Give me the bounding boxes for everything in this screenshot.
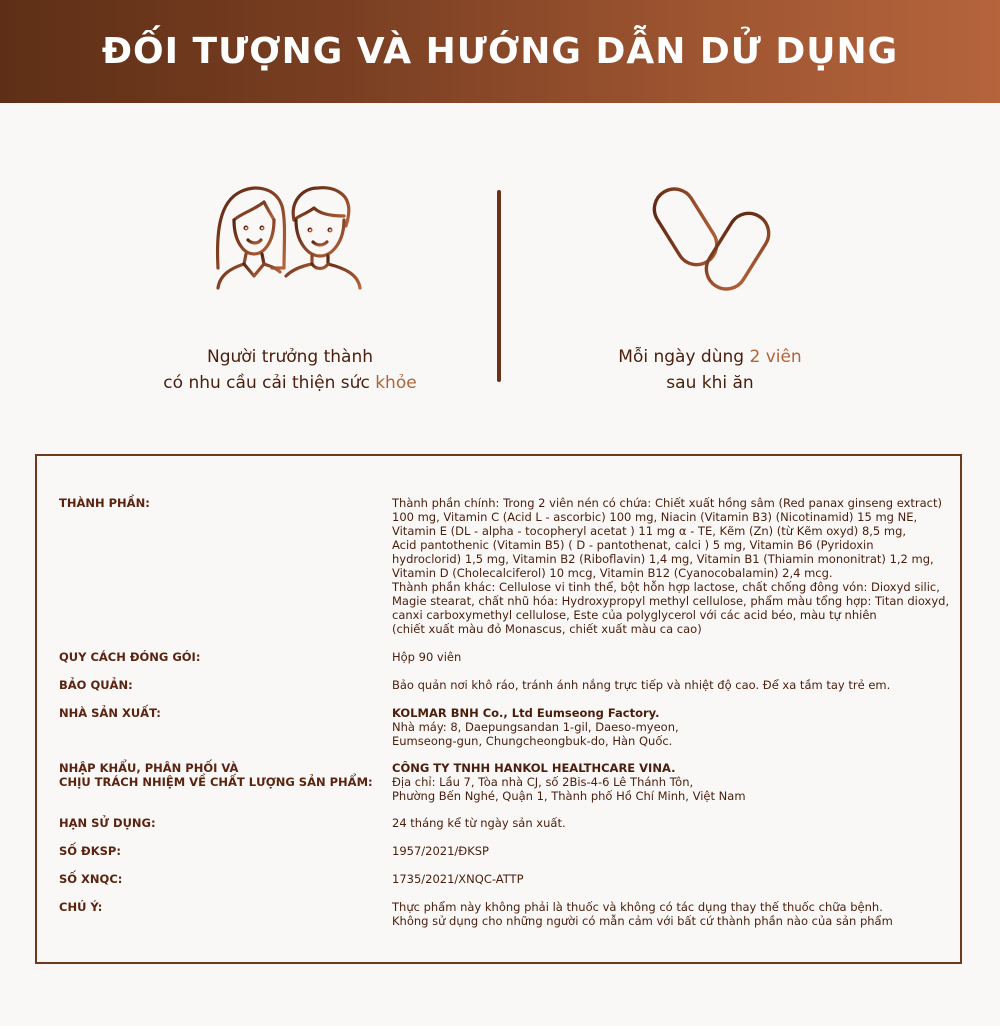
dksp-value: 1957/2021/ĐKSP <box>392 844 489 858</box>
expiry-label: HẠN SỬ DỤNG: <box>59 816 156 830</box>
manufacturer-value: KOLMAR BNH Co., Ltd Eumseong Factory. Nhà máy: 8, Daepungsandan 1-gil, Daeso-myeon, Eumseong-gun, Chungcheongbuk-do, Hàn Quốc. <box>392 706 952 748</box>
target-line-1: Người trưởng thành <box>206 347 373 367</box>
dosage-caption <box>500 344 920 396</box>
storage-label: BẢO QUẢN: <box>59 678 133 692</box>
importer-label: NHẬP KHẨU, PHÂN PHỐI VÀ CHỊU TRÁCH NHIỆM VỀ CHẤT LƯỢNG SẢN PHẨM: <box>59 761 373 789</box>
xnqc-value: 1735/2021/XNQC-ATTP <box>392 872 524 886</box>
importer-value: CÔNG TY TNHH HANKOL HEALTHCARE VINA. Địa chỉ: Lầu 7, Tòa nhà CJ, số 2Bis-4-6 Lê Thánh Tôn, Phường Bến Nghé, Quận 1, Thành phố Hồ Chí Minh, Việt Nam <box>392 761 952 803</box>
manufacturer-name: KOLMAR BNH Co., Ltd Eumseong Factory. <box>392 706 660 720</box>
couple-icon <box>210 180 370 292</box>
dosage-line-1: Mỗi ngày dùng 2 viên <box>618 347 802 367</box>
storage-value: Bảo quản nơi khô ráo, tránh ánh nắng trực tiếp và nhiệt độ cao. Để xa tầm tay trẻ em. <box>392 678 891 692</box>
dosage-section <box>500 180 920 393</box>
target-highlight: khỏe <box>375 373 417 393</box>
note-label: CHÚ Ý: <box>59 900 103 914</box>
header-banner <box>0 0 1000 103</box>
xnqc-label: SỐ XNQC: <box>59 872 123 886</box>
note-value: Thực phẩm này không phải là thuốc và không có tác dụng thay thế thuốc chữa bệnh. Không sử dụng cho những người có mẫn cảm với bất cứ thành phần nào của sản phẩm <box>392 900 893 928</box>
dosage-highlight: 2 viên <box>749 347 802 367</box>
importer-name: CÔNG TY TNHH HANKOL HEALTHCARE VINA. <box>392 761 676 775</box>
target-users-section <box>80 180 500 393</box>
dksp-label: SỐ ĐKSP: <box>59 844 121 858</box>
manufacturer-label: NHÀ SẢN XUẤT: <box>59 706 161 720</box>
page-title: ĐỐI TƯỢNG VÀ HƯỚNG DẪN DỬ DỤNG <box>101 31 899 72</box>
ingredients-label: THÀNH PHẦN: <box>59 496 150 510</box>
dosage-line-2: sau khi ăn <box>666 373 754 393</box>
ingredients-value: Thành phần chính: Trong 2 viên nén có chứa: Chiết xuất hồng sâm (Red panax ginseng extract) 100 mg, Vitamin C (Acid L - ascorbic) 100 mg, Niacin (Vitamin B3) (Nicotinamid) 15 mg NE, Vitamin E (DL - alpha - tocopheryl acetat ) 11 mg α - TE, Kẽm (Zn) (từ Kẽm oxyd) 8,5 mg, Acid pantothenic (Vitamin B5) ( D - pantothenat, calci ) 5 mg, Vitamin B6 (Pyridoxin hydroclorid) 1,5 mg, Vitamin B2 (Riboflavin) 1,4 mg, Vitamin B1 (Thiamin mononitrat) 1,2 mg, Vitamin D (Cholecalciferol) 10 mcg, Vitamin B12 (Cyanocobalamin) 2,4 mcg. Thành phần khác: Cellulose vi tinh thể, bột hỗn hợp lactose, chất chống đông vón: Dioxyd silic, Magie stearat, chất nhũ hóa: Hydroxypropyl methyl cellulose, phẩm màu tổng hợp: Titan dioxyd, canxi carboxymethyl cellulose, Este của polyglycerol với các acid béo, màu tự nhiên (chiết xuất màu đỏ Monascus, chiết xuất màu ca cao) <box>392 496 950 636</box>
packaging-value: Hộp 90 viên <box>392 650 462 664</box>
target-users-caption <box>80 344 500 396</box>
expiry-value: 24 tháng kể từ ngày sản xuất. <box>392 816 566 830</box>
product-info-box <box>35 454 962 964</box>
packaging-label: QUY CÁCH ĐÓNG GÓI: <box>59 650 201 664</box>
capsule-icon <box>645 180 775 300</box>
target-line-2: có nhu cầu cải thiện sức khỏe <box>163 373 417 393</box>
